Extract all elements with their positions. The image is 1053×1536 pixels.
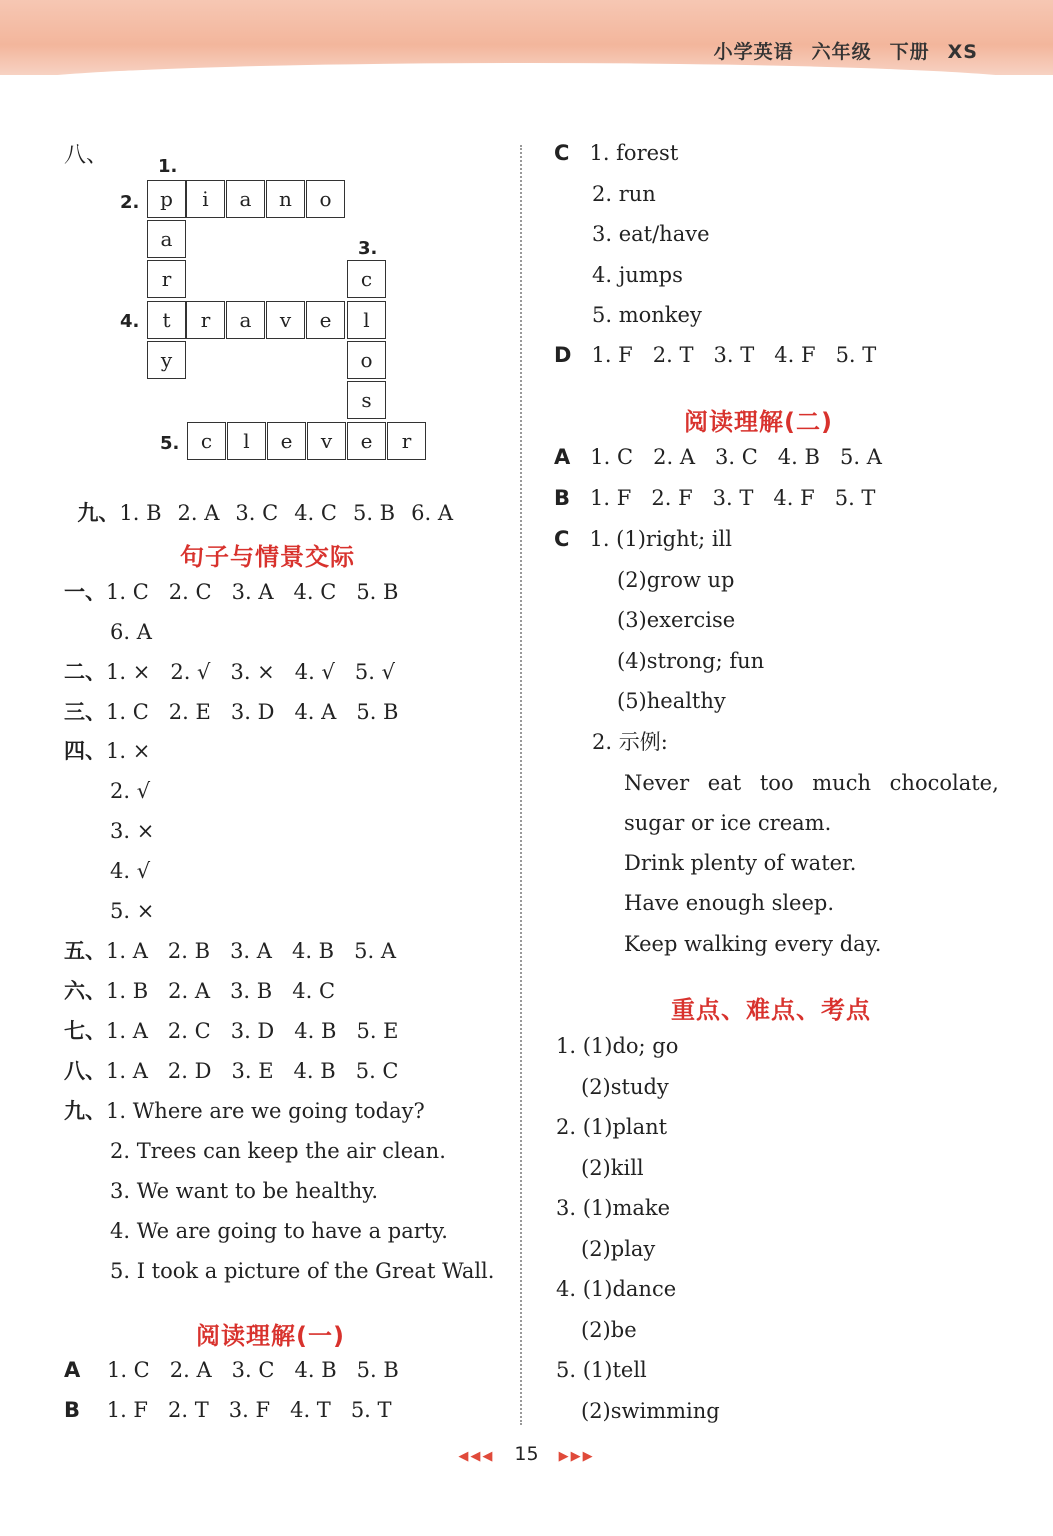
answer-row-jiu2-4: 4. We are going to have a party. <box>110 1219 448 1243</box>
crossword-cell: r <box>147 260 186 298</box>
page-footer <box>0 1443 1053 1465</box>
answer-row-d: D 1. F 2. T 3. T 4. F 5. T <box>554 343 877 367</box>
section-title-sentences: 句子与情景交际 <box>180 543 355 571</box>
crossword-number-5: 5. <box>160 433 180 454</box>
crossword-cell: o <box>306 180 345 218</box>
page-number: 15 <box>514 1443 539 1465</box>
crossword-cell: a <box>226 180 265 218</box>
answer-item: 1. B <box>119 501 162 525</box>
answer-row-jiu2-3: 3. We want to be healthy. <box>110 1179 379 1203</box>
crossword-cell: r <box>186 301 225 339</box>
crossword-cell: o <box>347 341 386 379</box>
answer-row-reading2-b: B 1. F 2. F 3. T 4. F 5. T <box>554 486 876 510</box>
crossword-cell: n <box>266 180 305 218</box>
section-title-keypoints: 重点、难点、考点 <box>671 996 871 1024</box>
crossword-cell: a <box>147 220 186 258</box>
header-volume: 下册 <box>889 41 930 63</box>
crossword-cell: a <box>226 301 265 339</box>
answer-row-jiu: 九、1. B 2. A 3. C 4. C 5. B 6. A <box>77 501 454 525</box>
answer-item: 5. B <box>352 501 396 525</box>
crossword-cell: p <box>147 180 186 218</box>
crossword-cell: r <box>387 422 426 460</box>
keypoint-5-2: (2)swimming <box>581 1399 720 1423</box>
answer-row-reading2-c-3: (3)exercise <box>617 608 736 632</box>
answer-row-c-2: 2. run <box>592 182 656 206</box>
section-title-reading-1: 阅读理解(一) <box>196 1322 345 1350</box>
crossword-cell: e <box>267 422 306 460</box>
answer-row-si-4: 4. √ <box>110 859 151 883</box>
column-divider <box>520 145 522 1425</box>
answer-item: 6. A <box>411 501 454 525</box>
crossword-cell: l <box>347 301 386 339</box>
crossword-number-2: 2. <box>120 192 140 213</box>
crossword-cell: e <box>347 422 386 460</box>
example-line-3: Drink plenty of water. <box>624 851 857 875</box>
answer-row-reading1-b: B 1. F 2. T 3. F 4. T 5. T <box>64 1398 392 1422</box>
next-arrows-icon: ▶▶▶ <box>558 1449 595 1464</box>
example-line-2: sugar or ice cream. <box>624 811 832 835</box>
crossword-cell: t <box>147 301 186 339</box>
keypoint-4-2: (2)be <box>581 1318 637 1342</box>
answer-row-jiu2-5: 5. I took a picture of the Great Wall. <box>110 1259 495 1283</box>
answer-row-qi: 七、1. A 2. C 3. D 4. B 5. E <box>64 1019 399 1043</box>
answer-row-c-4: 4. jumps <box>592 263 683 287</box>
answer-row-reading2-c-4: (4)strong; fun <box>617 649 765 673</box>
header-title <box>696 37 978 64</box>
crossword-cell: y <box>147 341 186 379</box>
keypoint-3-2: (2)play <box>581 1237 656 1261</box>
answer-row-c-3: 3. eat/have <box>592 222 710 246</box>
answer-row-wu: 五、1. A 2. B 3. A 4. B 5. A <box>64 939 397 963</box>
answer-row-reading2-a: A 1. C 2. A 3. C 4. B 5. A <box>554 445 882 469</box>
answer-row-san: 三、1. C 2. E 3. D 4. A 5. B <box>64 700 399 724</box>
answer-row-c: C 1. forest <box>554 141 679 165</box>
answer-row-si-5: 5. × <box>110 899 155 923</box>
header-subject: 小学英语 <box>713 41 794 63</box>
answer-row-reading2-c-example-label: 2. 示例: <box>592 730 668 754</box>
answer-row-jiu2: 九、1. Where are we going today? <box>64 1099 425 1123</box>
crossword-number-4: 4. <box>120 311 140 332</box>
keypoint-5: 5. (1)tell <box>556 1358 647 1382</box>
answer-row-si: 四、1. × <box>64 739 151 763</box>
answer-row-c-5: 5. monkey <box>592 303 702 327</box>
crossword-cell: l <box>227 422 266 460</box>
section-label-ba: 八、 <box>64 143 109 168</box>
keypoint-2: 2. (1)plant <box>556 1115 668 1139</box>
prev-arrows-icon: ◀◀◀ <box>458 1449 495 1464</box>
header-edition: XS <box>947 41 978 63</box>
header-grade: 六年级 <box>811 41 872 63</box>
crossword-cell: c <box>347 260 386 298</box>
answer-row-liu: 六、1. B 2. A 3. B 4. C <box>64 979 336 1003</box>
answer-row-jiu2-2: 2. Trees can keep the air clean. <box>110 1139 446 1163</box>
answer-row-ba: 八、1. A 2. D 3. E 4. B 5. C <box>64 1059 399 1083</box>
crossword-cell: v <box>307 422 346 460</box>
section-title-reading-2: 阅读理解(二) <box>684 408 833 436</box>
example-line-1: Never eat too much chocolate, <box>624 771 999 795</box>
answer-row-si-3: 3. × <box>110 819 155 843</box>
answer-item: 4. C <box>294 501 337 525</box>
answer-row-yi: 一、1. C 2. C 3. A 4. C 5. B <box>64 580 399 604</box>
keypoint-1-2: (2)study <box>581 1075 669 1099</box>
answer-row-yi-2: 6. A <box>110 620 152 644</box>
answer-row-reading1-a: A 1. C 2. A 3. C 4. B 5. B <box>64 1358 399 1382</box>
crossword-cell: c <box>187 422 226 460</box>
answer-row-er: 二、1. × 2. √ 3. × 4. √ 5. √ <box>64 660 395 684</box>
answer-item: 3. C <box>235 501 279 525</box>
keypoint-4: 4. (1)dance <box>556 1277 677 1301</box>
crossword-cell: v <box>266 301 305 339</box>
answer-item: 2. A <box>177 501 220 525</box>
answer-row-si-2: 2. √ <box>110 779 151 803</box>
example-line-5: Keep walking every day. <box>624 932 882 956</box>
crossword-cell: e <box>306 301 345 339</box>
example-line-4: Have enough sleep. <box>624 891 835 915</box>
answer-row-reading2-c: C 1. (1)right; ill <box>554 527 732 551</box>
keypoint-1: 1. (1)do; go <box>556 1034 679 1058</box>
crossword-cell: s <box>347 381 386 419</box>
keypoint-2-2: (2)kill <box>581 1156 644 1180</box>
crossword-number-1: 1. <box>158 156 178 177</box>
keypoint-3: 3. (1)make <box>556 1196 671 1220</box>
crossword-number-3: 3. <box>358 238 378 259</box>
answer-row-reading2-c-5: (5)healthy <box>617 689 726 713</box>
answer-row-reading2-c-2: (2)grow up <box>617 568 735 592</box>
crossword-cell: i <box>186 180 225 218</box>
